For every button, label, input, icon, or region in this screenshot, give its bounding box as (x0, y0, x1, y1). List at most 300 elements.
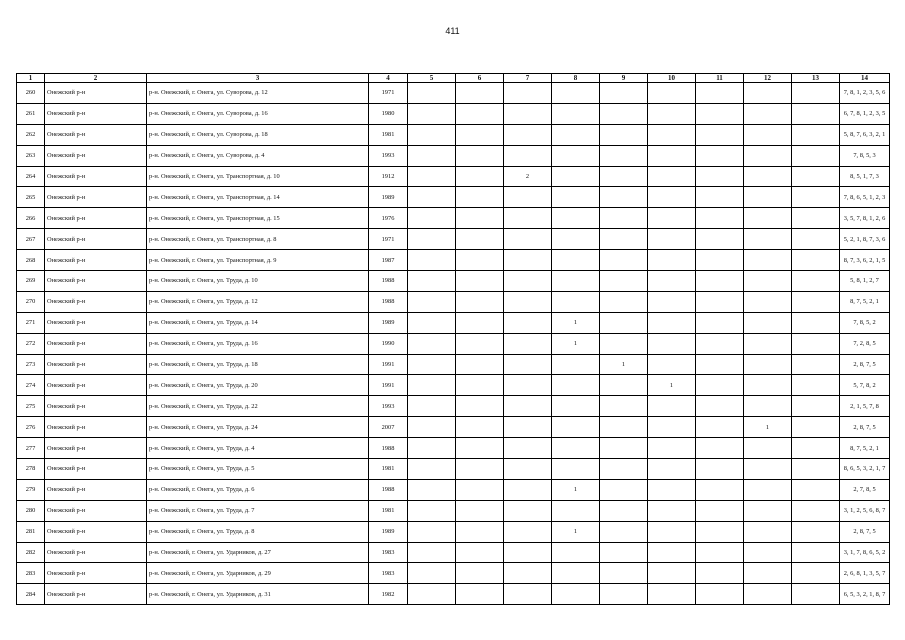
col5-cell (408, 208, 456, 229)
col8-cell: 1 (552, 333, 600, 354)
col14-cell: 8, 6, 5, 3, 2, 1, 7 (840, 459, 890, 480)
column-header-7: 7 (504, 74, 552, 83)
row-number: 279 (17, 479, 45, 500)
column-header-8: 8 (552, 74, 600, 83)
col14-cell: 7, 8, 6, 5, 1, 2, 3 (840, 187, 890, 208)
col9-cell (600, 438, 648, 459)
col9-cell (600, 208, 648, 229)
col12-cell (744, 479, 792, 500)
year-cell: 1981 (369, 124, 408, 145)
row-number: 263 (17, 145, 45, 166)
col9-cell (600, 103, 648, 124)
col11-cell (696, 479, 744, 500)
col12-cell (744, 542, 792, 563)
col14-cell: 8, 7, 5, 2, 1 (840, 291, 890, 312)
col13-cell (792, 417, 840, 438)
table-body (17, 83, 890, 605)
col6-cell (456, 479, 504, 500)
address-cell: р-н. Онежский, г. Онега, ул. Труда, д. 6 (147, 479, 369, 500)
district-cell: Онежский р-н (45, 166, 147, 187)
address-cell: р-н. Онежский, г. Онега, ул. Транспортная, д. 8 (147, 229, 369, 250)
col13-cell (792, 187, 840, 208)
col5-cell (408, 187, 456, 208)
district-cell: Онежский р-н (45, 438, 147, 459)
district-cell: Онежский р-н (45, 479, 147, 500)
col14-cell: 7, 8, 5, 2 (840, 312, 890, 333)
col8-cell (552, 438, 600, 459)
row-number: 269 (17, 271, 45, 292)
col8-cell (552, 145, 600, 166)
col5-cell (408, 229, 456, 250)
col8-cell: 1 (552, 479, 600, 500)
col5-cell (408, 145, 456, 166)
col11-cell (696, 438, 744, 459)
housing-register-table (16, 73, 890, 605)
address-cell: р-н. Онежский, г. Онега, ул. Труда, д. 5 (147, 459, 369, 480)
year-cell: 1981 (369, 500, 408, 521)
col11-cell (696, 354, 744, 375)
col13-cell (792, 500, 840, 521)
col13-cell (792, 459, 840, 480)
col13-cell (792, 375, 840, 396)
table-row (17, 83, 890, 104)
col12-cell (744, 103, 792, 124)
col7-cell (504, 584, 552, 605)
year-cell: 1993 (369, 145, 408, 166)
col14-cell: 8, 7, 5, 2, 1 (840, 438, 890, 459)
col5-cell (408, 417, 456, 438)
col12-cell (744, 438, 792, 459)
col5-cell (408, 459, 456, 480)
col7-cell (504, 438, 552, 459)
col12-cell (744, 208, 792, 229)
col7-cell (504, 521, 552, 542)
col5-cell (408, 521, 456, 542)
col12-cell (744, 145, 792, 166)
year-cell: 1982 (369, 584, 408, 605)
col6-cell (456, 83, 504, 104)
col8-cell (552, 500, 600, 521)
col12-cell (744, 459, 792, 480)
col5-cell (408, 83, 456, 104)
year-cell: 1988 (369, 438, 408, 459)
col13-cell (792, 103, 840, 124)
column-header-4: 4 (369, 74, 408, 83)
year-cell: 1993 (369, 396, 408, 417)
col12-cell (744, 354, 792, 375)
col5-cell (408, 375, 456, 396)
year-cell: 1983 (369, 563, 408, 584)
row-number: 284 (17, 584, 45, 605)
year-cell: 1989 (369, 187, 408, 208)
col7-cell (504, 333, 552, 354)
col7-cell (504, 354, 552, 375)
col9-cell (600, 124, 648, 145)
col6-cell (456, 187, 504, 208)
table-row (17, 479, 890, 500)
column-header-13: 13 (792, 74, 840, 83)
col7-cell (504, 187, 552, 208)
address-cell: р-н. Онежский, г. Онега, ул. Суворова, д. 16 (147, 103, 369, 124)
table-row (17, 438, 890, 459)
col6-cell (456, 459, 504, 480)
col10-cell (648, 291, 696, 312)
address-cell: р-н. Онежский, г. Онега, ул. Труда, д. 4 (147, 438, 369, 459)
col6-cell (456, 521, 504, 542)
district-cell: Онежский р-н (45, 103, 147, 124)
col11-cell (696, 291, 744, 312)
col8-cell (552, 563, 600, 584)
col9-cell (600, 250, 648, 271)
row-number: 265 (17, 187, 45, 208)
col13-cell (792, 208, 840, 229)
column-header-6: 6 (456, 74, 504, 83)
col6-cell (456, 333, 504, 354)
column-header-11: 11 (696, 74, 744, 83)
col10-cell (648, 396, 696, 417)
col7-cell (504, 417, 552, 438)
col8-cell (552, 459, 600, 480)
col12-cell (744, 250, 792, 271)
col14-cell: 6, 5, 3, 2, 1, 8, 7 (840, 584, 890, 605)
table-row (17, 208, 890, 229)
col14-cell: 6, 7, 8, 1, 2, 3, 5 (840, 103, 890, 124)
col12-cell (744, 312, 792, 333)
col13-cell (792, 271, 840, 292)
row-number: 270 (17, 291, 45, 312)
col9-cell (600, 145, 648, 166)
col8-cell (552, 542, 600, 563)
col5-cell (408, 396, 456, 417)
row-number: 276 (17, 417, 45, 438)
year-cell: 2007 (369, 417, 408, 438)
col6-cell (456, 375, 504, 396)
col12-cell (744, 521, 792, 542)
row-number: 261 (17, 103, 45, 124)
col6-cell (456, 396, 504, 417)
col5-cell (408, 500, 456, 521)
col11-cell (696, 83, 744, 104)
col12-cell (744, 187, 792, 208)
table-row (17, 521, 890, 542)
table-row (17, 229, 890, 250)
col13-cell (792, 229, 840, 250)
col8-cell (552, 375, 600, 396)
col7-cell (504, 250, 552, 271)
col9-cell (600, 291, 648, 312)
address-cell: р-н. Онежский, г. Онега, ул. Суворова, д. 4 (147, 145, 369, 166)
col11-cell (696, 542, 744, 563)
row-number: 280 (17, 500, 45, 521)
year-cell: 1988 (369, 291, 408, 312)
district-cell: Онежский р-н (45, 271, 147, 292)
col7-cell (504, 229, 552, 250)
col10-cell (648, 542, 696, 563)
col10-cell (648, 229, 696, 250)
col6-cell (456, 250, 504, 271)
row-number: 268 (17, 250, 45, 271)
col12-cell: 1 (744, 417, 792, 438)
address-cell: р-н. Онежский, г. Онега, ул. Труда, д. 8 (147, 521, 369, 542)
column-header-5: 5 (408, 74, 456, 83)
table-row (17, 354, 890, 375)
col9-cell (600, 166, 648, 187)
col5-cell (408, 124, 456, 145)
col7-cell (504, 459, 552, 480)
col11-cell (696, 187, 744, 208)
address-cell: р-н. Онежский, г. Онега, ул. Ударников, д. 27 (147, 542, 369, 563)
col6-cell (456, 584, 504, 605)
row-number: 264 (17, 166, 45, 187)
col13-cell (792, 584, 840, 605)
col11-cell (696, 375, 744, 396)
district-cell: Онежский р-н (45, 333, 147, 354)
col10-cell (648, 354, 696, 375)
col10-cell (648, 145, 696, 166)
col10-cell (648, 250, 696, 271)
col12-cell (744, 500, 792, 521)
col11-cell (696, 584, 744, 605)
col7-cell (504, 208, 552, 229)
district-cell: Онежский р-н (45, 83, 147, 104)
year-cell: 1971 (369, 83, 408, 104)
col5-cell (408, 312, 456, 333)
year-cell: 1989 (369, 521, 408, 542)
col9-cell (600, 500, 648, 521)
col8-cell (552, 584, 600, 605)
col6-cell (456, 542, 504, 563)
year-cell: 1912 (369, 166, 408, 187)
col9-cell (600, 479, 648, 500)
col13-cell (792, 333, 840, 354)
col6-cell (456, 500, 504, 521)
col13-cell (792, 166, 840, 187)
table-row (17, 584, 890, 605)
col11-cell (696, 103, 744, 124)
col10-cell (648, 166, 696, 187)
row-number: 277 (17, 438, 45, 459)
row-number: 272 (17, 333, 45, 354)
col5-cell (408, 438, 456, 459)
col6-cell (456, 312, 504, 333)
col14-cell: 3, 1, 2, 5, 6, 8, 7 (840, 500, 890, 521)
col5-cell (408, 354, 456, 375)
col12-cell (744, 563, 792, 584)
year-cell: 1976 (369, 208, 408, 229)
col9-cell (600, 271, 648, 292)
col12-cell (744, 291, 792, 312)
row-number: 278 (17, 459, 45, 480)
col5-cell (408, 563, 456, 584)
col9-cell (600, 396, 648, 417)
district-cell: Онежский р-н (45, 291, 147, 312)
col9-cell (600, 563, 648, 584)
col11-cell (696, 208, 744, 229)
table-row (17, 312, 890, 333)
address-cell: р-н. Онежский, г. Онега, ул. Труда, д. 10 (147, 271, 369, 292)
col8-cell (552, 291, 600, 312)
col14-cell: 2, 7, 8, 5 (840, 479, 890, 500)
col13-cell (792, 145, 840, 166)
col10-cell (648, 459, 696, 480)
col13-cell (792, 354, 840, 375)
col9-cell (600, 542, 648, 563)
address-cell: р-н. Онежский, г. Онега, ул. Труда, д. 16 (147, 333, 369, 354)
col6-cell (456, 124, 504, 145)
col11-cell (696, 145, 744, 166)
col7-cell (504, 479, 552, 500)
table-row (17, 166, 890, 187)
address-cell: р-н. Онежский, г. Онега, ул. Труда, д. 7 (147, 500, 369, 521)
district-cell: Онежский р-н (45, 375, 147, 396)
col14-cell: 7, 2, 8, 5 (840, 333, 890, 354)
col8-cell (552, 103, 600, 124)
year-cell: 1981 (369, 459, 408, 480)
col6-cell (456, 563, 504, 584)
col8-cell (552, 124, 600, 145)
col14-cell: 2, 8, 7, 5 (840, 521, 890, 542)
col8-cell (552, 417, 600, 438)
col13-cell (792, 396, 840, 417)
address-cell: р-н. Онежский, г. Онега, ул. Труда, д. 22 (147, 396, 369, 417)
col8-cell (552, 83, 600, 104)
year-cell: 1988 (369, 271, 408, 292)
row-number: 266 (17, 208, 45, 229)
col14-cell: 2, 8, 7, 5 (840, 417, 890, 438)
row-number: 271 (17, 312, 45, 333)
district-cell: Онежский р-н (45, 396, 147, 417)
column-header-14: 14 (840, 74, 890, 83)
col9-cell (600, 187, 648, 208)
col7-cell (504, 375, 552, 396)
col12-cell (744, 584, 792, 605)
col10-cell (648, 500, 696, 521)
col6-cell (456, 208, 504, 229)
year-cell: 1989 (369, 312, 408, 333)
col11-cell (696, 229, 744, 250)
col8-cell (552, 208, 600, 229)
row-number: 273 (17, 354, 45, 375)
col14-cell: 8, 5, 1, 7, 3 (840, 166, 890, 187)
col8-cell: 1 (552, 521, 600, 542)
table-row (17, 459, 890, 480)
col9-cell (600, 375, 648, 396)
col9-cell (600, 459, 648, 480)
year-cell: 1991 (369, 354, 408, 375)
col11-cell (696, 312, 744, 333)
address-cell: р-н. Онежский, г. Онега, ул. Труда, д. 18 (147, 354, 369, 375)
year-cell: 1971 (369, 229, 408, 250)
year-cell: 1983 (369, 542, 408, 563)
col5-cell (408, 250, 456, 271)
column-header-12: 12 (744, 74, 792, 83)
col11-cell (696, 333, 744, 354)
address-cell: р-н. Онежский, г. Онега, ул. Труда, д. 14 (147, 312, 369, 333)
col5-cell (408, 333, 456, 354)
col10-cell (648, 417, 696, 438)
table-row (17, 396, 890, 417)
address-cell: р-н. Онежский, г. Онега, ул. Транспортная, д. 15 (147, 208, 369, 229)
district-cell: Онежский р-н (45, 354, 147, 375)
col10-cell (648, 124, 696, 145)
col6-cell (456, 103, 504, 124)
column-header-2: 2 (45, 74, 147, 83)
col8-cell (552, 271, 600, 292)
col11-cell (696, 563, 744, 584)
col9-cell (600, 83, 648, 104)
col14-cell: 5, 8, 1, 2, 7 (840, 271, 890, 292)
col11-cell (696, 417, 744, 438)
col7-cell (504, 542, 552, 563)
table-row (17, 291, 890, 312)
column-header-9: 9 (600, 74, 648, 83)
col10-cell (648, 208, 696, 229)
col11-cell (696, 124, 744, 145)
col6-cell (456, 291, 504, 312)
year-cell: 1980 (369, 103, 408, 124)
col8-cell (552, 396, 600, 417)
col7-cell (504, 271, 552, 292)
col8-cell (552, 187, 600, 208)
column-header-1: 1 (17, 74, 45, 83)
col14-cell: 2, 6, 8, 1, 3, 5, 7 (840, 563, 890, 584)
table-row (17, 542, 890, 563)
col10-cell (648, 479, 696, 500)
district-cell: Онежский р-н (45, 145, 147, 166)
col14-cell: 5, 7, 8, 2 (840, 375, 890, 396)
col12-cell (744, 124, 792, 145)
table-row (17, 103, 890, 124)
column-header-3: 3 (147, 74, 369, 83)
district-cell: Онежский р-н (45, 563, 147, 584)
col8-cell (552, 250, 600, 271)
col14-cell: 7, 8, 5, 3 (840, 145, 890, 166)
col12-cell (744, 333, 792, 354)
col5-cell (408, 291, 456, 312)
district-cell: Онежский р-н (45, 584, 147, 605)
col13-cell (792, 521, 840, 542)
year-cell: 1987 (369, 250, 408, 271)
col11-cell (696, 500, 744, 521)
col12-cell (744, 375, 792, 396)
col10-cell (648, 438, 696, 459)
col6-cell (456, 271, 504, 292)
col10-cell (648, 521, 696, 542)
col11-cell (696, 250, 744, 271)
col11-cell (696, 271, 744, 292)
col10-cell (648, 187, 696, 208)
col13-cell (792, 124, 840, 145)
address-cell: р-н. Онежский, г. Онега, ул. Ударников, д. 29 (147, 563, 369, 584)
address-cell: р-н. Онежский, г. Онега, ул. Ударников, д. 31 (147, 584, 369, 605)
col13-cell (792, 563, 840, 584)
col10-cell: 1 (648, 375, 696, 396)
year-cell: 1990 (369, 333, 408, 354)
district-cell: Онежский р-н (45, 124, 147, 145)
table-row (17, 333, 890, 354)
district-cell: Онежский р-н (45, 312, 147, 333)
address-cell: р-н. Онежский, г. Онега, ул. Суворова, д. 12 (147, 83, 369, 104)
table-row (17, 563, 890, 584)
col10-cell (648, 83, 696, 104)
col6-cell (456, 438, 504, 459)
row-number: 274 (17, 375, 45, 396)
table-row (17, 271, 890, 292)
col7-cell (504, 103, 552, 124)
col5-cell (408, 479, 456, 500)
row-number: 267 (17, 229, 45, 250)
col11-cell (696, 459, 744, 480)
